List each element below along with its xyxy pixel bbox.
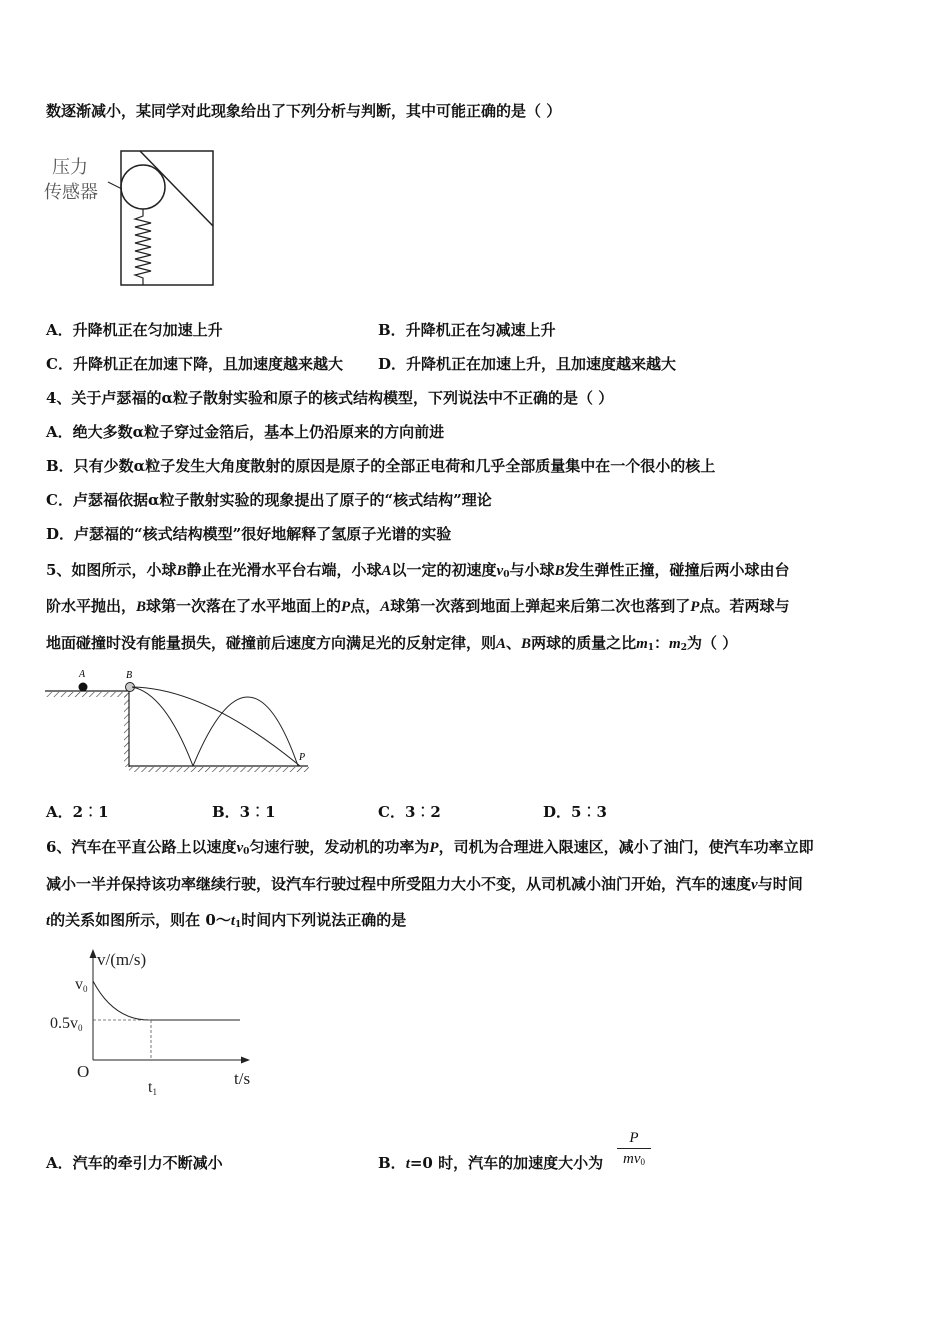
q5-figure: [40, 668, 315, 776]
q5-option-b: B．3︰1: [212, 803, 276, 821]
elevator-box: [121, 151, 213, 285]
label-b: B: [126, 670, 133, 681]
fraction-denominator: $mv_0$: [623, 1151, 645, 1167]
label-p: P: [299, 752, 306, 763]
ground-hatch: [129, 767, 309, 772]
q5-stem-line3: 地面碰撞时没有能量损失，碰撞前后速度方向满足光的反射定律，则A、B两球的质量之比$m_1$：$m_2$为（ ）: [46, 634, 738, 653]
q4-option-b: B．只有少数α粒子发生大角度散射的原因是原子的全部正电荷和几乎全部质量集中在一个很小的核上: [46, 457, 716, 475]
q3-figure: [40, 148, 225, 293]
x-axis-arrow: [241, 1057, 250, 1064]
label-a: A: [79, 669, 86, 680]
q6-stem-line1: 6、汽车在平直公路上以速度$v_0$匀速行驶，发动机的功率为P，司机为合理进入限速区，减小了油门，使汽车功率立即: [46, 838, 814, 857]
q3-option-a: A．升降机正在匀加速上升: [46, 321, 223, 339]
q4-option-c: C．卢瑟福依据α粒子散射实验的现象提出了原子的“核式结构”理论: [46, 491, 492, 509]
spring: [135, 209, 151, 285]
sensor-label-line1: 压力: [52, 157, 88, 178]
x-axis-label: t/s: [234, 1069, 251, 1088]
q5-stem-line2: 阶水平抛出，B球第一次落在了水平地面上的P点，A球第一次落到地面上弹起来后第二次也落到了P点。若两球与: [46, 597, 790, 615]
q6-option-a: A．汽车的牵引力不断减小: [46, 1154, 223, 1172]
q5-option-d: D．5︰3: [543, 803, 607, 821]
pressure-sensor-plate: [140, 151, 213, 226]
q5-option-c: C．3︰2: [378, 803, 441, 821]
q4-option-a: A．绝大多数α粒子穿过金箔后，基本上仍沿原来的方向前进: [46, 423, 445, 441]
y-axis-arrow: [90, 949, 97, 958]
intro-line: 数逐渐减小，某同学对此现象给出了下列分析与判断，其中可能正确的是（ ）: [46, 102, 562, 120]
velocity-curve: [93, 981, 151, 1020]
q3-option-d: D．升降机正在加速上升，且加速度越来越大: [378, 355, 677, 373]
q5-option-a: A．2︰1: [46, 803, 109, 821]
origin-label: O: [77, 1062, 90, 1081]
sensor-label-line2: 传感器: [44, 182, 98, 203]
q3-option-b: B．升降机正在匀减速上升: [378, 321, 556, 339]
q6-option-b-fraction: [617, 1128, 651, 1172]
trajectory-a-first: [132, 687, 193, 766]
y-axis-label: v/(m/s): [97, 950, 147, 969]
y-tick-half-v0: 0.5v0: [50, 1015, 83, 1033]
q6-stem-line3: t的关系如图所示，则在 $0\sim t_1$时间内下列说法正确的是: [46, 911, 407, 930]
wall-hatch: [124, 691, 129, 767]
trajectory-b: [132, 687, 300, 766]
q5-stem-line1: 5、如图所示，小球B静止在光滑水平台右端，小球A以一定的初速度$v_0$与小球B发生弹性正撞，碰撞后两小球由台: [46, 561, 790, 580]
ball-a: [79, 683, 88, 692]
sensor-pointer-line: [108, 182, 122, 189]
q6-vt-graph: [44, 945, 264, 1100]
ball: [121, 165, 165, 209]
fraction-numerator: P: [617, 1128, 651, 1149]
y-tick-v0: v0: [75, 976, 88, 994]
x-tick-t1: t1: [148, 1079, 157, 1097]
q6-option-b: B．t=0 时，汽车的加速度大小为: [378, 1154, 604, 1172]
platform-hatch: [45, 692, 127, 697]
q4-stem: 4、关于卢瑟福的α粒子散射实验和原子的核式结构模型，下列说法中不正确的是（ ）: [46, 389, 614, 407]
q6-stem-line2: 减小一半并保持该功率继续行驶，设汽车行驶过程中所受阻力大小不变，从司机减小油门开始，汽车的速度v与时间: [46, 875, 803, 893]
trajectory-a-second: [193, 697, 298, 766]
q4-option-d: D．卢瑟福的“核式结构模型”很好地解释了氢原子光谱的实验: [46, 525, 452, 543]
q3-option-c: C．升降机正在加速下降，且加速度越来越大: [46, 355, 343, 373]
